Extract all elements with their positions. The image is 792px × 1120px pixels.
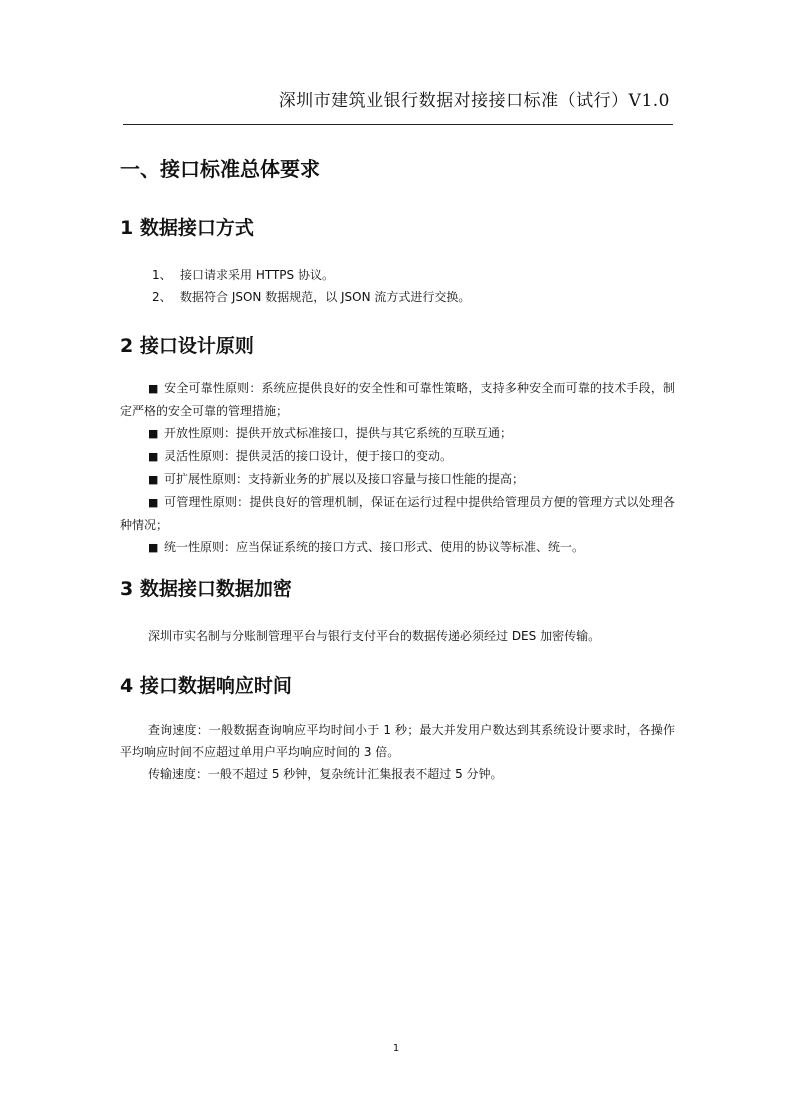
square-bullet-icon: ■ [148,450,159,463]
query-speed-paragraph: 查询速度：一般数据查询响应平均时间小于 1 秒；最大并发用户数达到其系统设计要求时，各操作平均响应时间不应超过单用户平均响应时间的 3 倍。 [120,723,675,759]
subsection-heading-design-principles: 2 接口设计原则 [120,335,254,357]
principle-item [120,491,675,536]
list-item-text: 数据符合 JSON 数据规范，以 JSON 流方式进行交换。 [180,290,471,304]
square-bullet-icon: ■ [148,382,159,395]
encryption-paragraph: 深圳市实名制与分账制管理平台与银行支付平台的数据传递必须经过 DES 加密传输。 [148,629,601,643]
square-bullet-icon: ■ [148,427,159,440]
principle-item [120,468,675,491]
principle-item [120,536,675,559]
principle-text: 可扩展性原则：支持新业务的扩展以及接口容量与接口性能的提高； [164,472,525,486]
subsection-heading-interface-method: 1 数据接口方式 [120,217,254,239]
principle-text: 灵活性原则：提供灵活的接口设计，便于接口的变动。 [164,449,453,463]
design-principles-list [120,377,675,559]
principle-text: 统一性原则：应当保证系统的接口方式、接口形式、使用的协议等标准、统一。 [164,540,585,554]
principle-item [120,445,675,468]
square-bullet-icon: ■ [148,473,159,486]
square-bullet-icon: ■ [148,541,159,554]
list-item-number: 1、 [152,268,172,282]
square-bullet-icon: ■ [148,496,159,509]
list-item-number: 2、 [152,290,172,304]
document-header-title: 深圳市建筑业银行数据对接接口标准（试行）V1.0 [278,91,670,111]
list-item [120,264,675,286]
subsection-heading-response-time: 4 接口数据响应时间 [120,675,292,697]
response-time-paragraphs [120,719,675,785]
principle-text: 安全可靠性原则：系统应提供良好的安全性和可靠性策略，支持多种安全而可靠的技术手段，制定严格的安全可靠的管理措施； [120,381,675,418]
principle-text: 可管理性原则：提供良好的管理机制，保证在运行过程中提供给管理员方便的管理方式以处理各种情况； [120,495,675,532]
interface-method-list [120,264,675,308]
header-divider [123,124,673,125]
principle-item [120,377,675,422]
subsection-heading-encryption: 3 数据接口数据加密 [120,578,292,600]
list-item [120,286,675,308]
section-heading: 一、接口标准总体要求 [120,157,320,181]
principle-text: 开放性原则：提供开放式标准接口，提供与其它系统的互联互通； [164,426,513,440]
list-item-text: 接口请求采用 HTTPS 协议。 [180,268,334,282]
transfer-speed-paragraph: 传输速度：一般不超过 5 秒钟，复杂统计汇集报表不超过 5 分钟。 [148,767,503,781]
principle-item [120,422,675,445]
page-number: 1 [392,1043,400,1054]
